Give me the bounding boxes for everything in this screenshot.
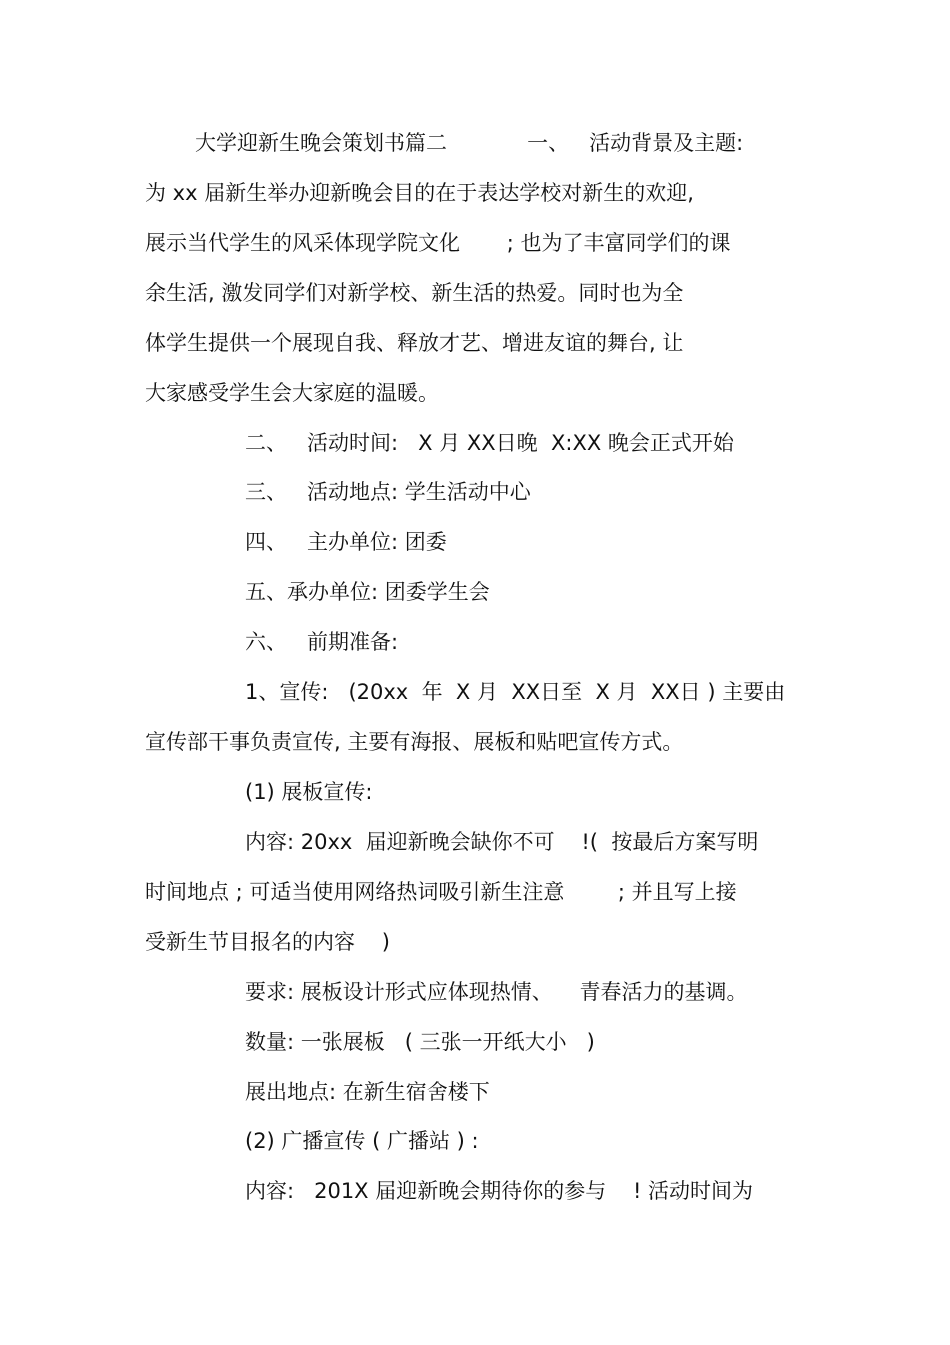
body-line: 1、宣传: (20xx 年 X 月 XX日至 X 月 XX日 ) 主要由	[245, 680, 786, 704]
body-line: 展出地点: 在新生宿舍楼下	[245, 1080, 490, 1104]
section-heading: 六、 前期准备:	[245, 630, 399, 654]
body-line: 受新生节目报名的内容 )	[145, 930, 390, 954]
section-heading: 五、承办单位: 团委学生会	[245, 580, 490, 604]
body-line: 展示当代学生的风采体现学院文化 ; 也为了丰富同学们的课	[145, 231, 731, 255]
body-line: 内容: 201X 届迎新晚会期待你的参与 ! 活动时间为	[245, 1179, 754, 1203]
subsection-heading: (2) 广播宣传 ( 广播站 ) :	[245, 1129, 479, 1153]
section-heading: 四、 主办单位: 团委	[245, 530, 447, 554]
body-line: 内容: 20xx 届迎新晚会缺你不可 !( 按最后方案写明	[245, 830, 759, 854]
section-heading: 三、 活动地点: 学生活动中心	[245, 480, 531, 504]
doc-title-line: 大学迎新生晚会策划书篇二 一、 活动背景及主题:	[195, 131, 744, 155]
body-line: 宣传部干事负责宣传, 主要有海报、展板和贴吧宣传方式。	[145, 730, 684, 754]
subsection-heading: (1) 展板宣传:	[245, 780, 373, 804]
body-line: 为 xx 届新生举办迎新晚会目的在于表达学校对新生的欢迎,	[145, 181, 694, 205]
section-heading: 二、 活动时间: X 月 XX日晚 X:XX 晚会正式开始	[245, 431, 734, 455]
body-line: 数量: 一张展板 ( 三张一开纸大小 )	[245, 1030, 595, 1054]
body-line: 大家感受学生会大家庭的温暖。	[145, 381, 439, 405]
body-line: 要求: 展板设计形式应体现热情、 青春活力的基调。	[245, 980, 748, 1004]
body-line: 余生活, 激发同学们对新学校、新生活的热爱。同时也为全	[145, 281, 684, 305]
body-line: 体学生提供一个展现自我、释放才艺、增进友谊的舞台, 让	[145, 331, 684, 355]
body-line: 时间地点 ; 可适当使用网络热词吸引新生注意 ; 并且写上接	[145, 880, 737, 904]
